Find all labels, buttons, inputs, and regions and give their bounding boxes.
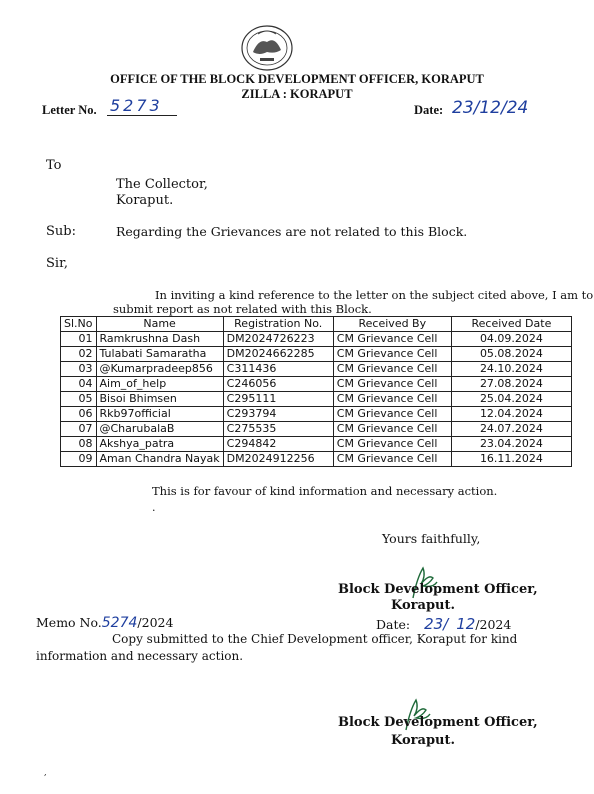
copy-line2: information and necessary action. — [36, 649, 244, 663]
memo-date-month: 12 — [456, 615, 476, 633]
cell-registration: C275535 — [223, 422, 333, 437]
cell-slno: 06 — [61, 407, 97, 422]
cell-registration: DM2024662285 — [223, 347, 333, 362]
copy-line1: Copy submitted to the Chief Development officer, Koraput for kind — [112, 632, 518, 646]
cell-received-date: 24.10.2024 — [451, 362, 571, 377]
bullet-dot: . — [152, 501, 156, 514]
closing-note: This is for favour of kind information and necessary action. — [152, 484, 498, 498]
cell-received-date: 27.08.2024 — [451, 377, 571, 392]
table-row — [61, 407, 572, 422]
table-row — [61, 422, 572, 437]
cell-slno: 09 — [61, 452, 97, 467]
table-row — [61, 437, 572, 452]
subject-text: Regarding the Grievances are not related to this Block. — [116, 224, 468, 239]
header-received-date: Received Date — [451, 317, 571, 332]
cell-registration: C294842 — [223, 437, 333, 452]
cell-received-by: CM Grievance Cell — [333, 362, 451, 377]
page-mark: , — [44, 768, 47, 777]
cell-registration: DM2024912256 — [223, 452, 333, 467]
memo-date-day: 23/ — [424, 615, 449, 633]
memo-line — [36, 615, 173, 631]
table-row — [61, 347, 572, 362]
cell-received-by: CM Grievance Cell — [333, 347, 451, 362]
subject-label: Sub: — [46, 224, 76, 239]
cell-received-date: 05.08.2024 — [451, 347, 571, 362]
cell-registration: DM2024726223 — [223, 332, 333, 347]
cell-name: Bisoi Bhimsen — [96, 392, 223, 407]
cell-name: Akshya_patra — [96, 437, 223, 452]
table-header-row — [61, 317, 572, 332]
cell-registration: C295111 — [223, 392, 333, 407]
cell-received-date: 16.11.2024 — [451, 452, 571, 467]
cell-registration: C311436 — [223, 362, 333, 377]
table-row — [61, 377, 572, 392]
cell-name: Tulabati Samaratha — [96, 347, 223, 362]
to-label: To — [46, 158, 62, 173]
odisha-seal-icon — [238, 22, 296, 72]
office-title: OFFICE OF THE BLOCK DEVELOPMENT OFFICER, KORAPUT — [110, 72, 484, 86]
cell-slno: 05 — [61, 392, 97, 407]
header-slno: Sl.No — [61, 317, 97, 332]
cell-slno: 02 — [61, 347, 97, 362]
cell-name: @CharubalaB — [96, 422, 223, 437]
date-value: 23/12/24 — [452, 98, 529, 118]
cell-received-date: 12.04.2024 — [451, 407, 571, 422]
zilla-line: ZILLA : KORAPUT — [241, 87, 353, 101]
memo-label: Memo No. — [36, 615, 102, 630]
cell-name: Ramkrushna Dash — [96, 332, 223, 347]
cell-registration: C293794 — [223, 407, 333, 422]
yours-faithfully: Yours faithfully, — [382, 531, 481, 546]
letter-underline — [107, 115, 177, 116]
cell-received-date: 25.04.2024 — [451, 392, 571, 407]
cell-name: Aim_of_help — [96, 377, 223, 392]
table-row — [61, 392, 572, 407]
cell-received-by: CM Grievance Cell — [333, 392, 451, 407]
address-line2: Koraput. — [116, 193, 174, 208]
table-row — [61, 362, 572, 377]
body-line2: submit report as not related with this Block. — [113, 302, 372, 316]
salutation: Sir, — [46, 256, 68, 271]
cell-received-date: 04.09.2024 — [451, 332, 571, 347]
header-name: Name — [96, 317, 223, 332]
cell-received-by: CM Grievance Cell — [333, 437, 451, 452]
cell-name: Rkb97official — [96, 407, 223, 422]
date-label: Date: — [414, 103, 444, 117]
signature2-title: Block Development Officer, — [338, 715, 538, 730]
memo-year: /2024 — [137, 615, 174, 630]
memo-date — [376, 615, 511, 633]
signature1-place: Koraput. — [391, 598, 456, 613]
cell-slno: 07 — [61, 422, 97, 437]
cell-received-date: 23.04.2024 — [451, 437, 571, 452]
cell-received-by: CM Grievance Cell — [333, 377, 451, 392]
cell-slno: 04 — [61, 377, 97, 392]
body-line1: In inviting a kind reference to the letter on the subject cited above, I am to — [155, 288, 594, 302]
grievance-table — [60, 316, 572, 467]
letter-number: 5273 — [110, 96, 163, 115]
letter-label: Letter No. — [42, 103, 97, 117]
table-row — [61, 452, 572, 467]
cell-name: Aman Chandra Nayak — [96, 452, 223, 467]
table-row — [61, 332, 572, 347]
cell-received-by: CM Grievance Cell — [333, 407, 451, 422]
address-line1: The Collector, — [116, 177, 208, 192]
header-received-by: Received By — [333, 317, 451, 332]
memo-date-year: /2024 — [475, 617, 512, 632]
cell-slno: 01 — [61, 332, 97, 347]
signature1-title: Block Development Officer, — [338, 582, 538, 597]
cell-received-date: 24.07.2024 — [451, 422, 571, 437]
cell-slno: 08 — [61, 437, 97, 452]
cell-registration: C246056 — [223, 377, 333, 392]
cell-received-by: CM Grievance Cell — [333, 332, 451, 347]
cell-name: @Kumarpradeep856 — [96, 362, 223, 377]
cell-received-by: CM Grievance Cell — [333, 452, 451, 467]
memo-date-label: Date: — [376, 617, 411, 632]
cell-slno: 03 — [61, 362, 97, 377]
memo-number: 5274 — [101, 615, 138, 631]
signature2-place: Koraput. — [391, 733, 456, 748]
header-registration: Registration No. — [223, 317, 333, 332]
cell-received-by: CM Grievance Cell — [333, 422, 451, 437]
